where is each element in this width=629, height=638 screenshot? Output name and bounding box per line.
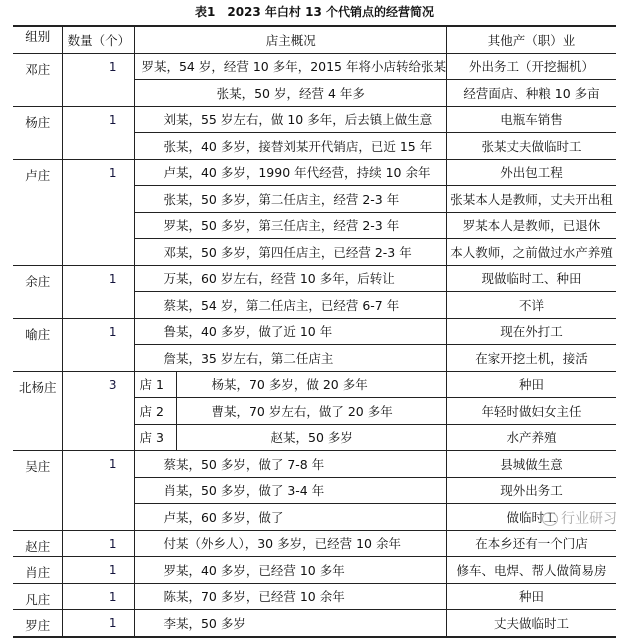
shop-label: 店 2 [135,398,177,425]
other-job: 做临时工 [447,504,617,531]
owner-info: 蔡某，50 多岁，做了 7-8 年 [135,451,447,478]
other-job: 电瓶车销售 [447,106,617,133]
village-name: 北杨庄 [13,371,63,451]
other-job: 本人教师，之前做过水产养殖 [447,239,617,266]
other-job: 罗某本人是教师，已退休 [447,212,617,239]
table-row [13,106,616,133]
other-job: 丈夫做临时工 [447,610,617,637]
shop-label: 店 1 [135,371,177,398]
owner-info: 蔡某，54 岁，第二任店主，已经营 6-7 年 [135,292,447,319]
shop-count: 1 [63,530,135,557]
village-name: 杨庄 [13,106,63,159]
owner-info: 罗某，40 多岁，已经营 10 多年 [135,557,447,584]
other-job: 在本乡还有一个门店 [447,530,617,557]
village-name: 凡庄 [13,583,63,610]
table-row [13,265,616,292]
other-job: 经营面店、种粮 10 多亩 [447,80,617,107]
village-name: 赵庄 [13,530,63,557]
watermark-text: 行业研习 [561,511,617,527]
owner-info: 罗某，54 岁，经营 10 多年，2015 年将小店转给张某 [135,53,447,80]
shop-count: 1 [63,159,135,265]
header-count: 数量（个） [63,26,135,53]
other-job: 年轻时做妇女主任 [447,398,617,425]
owner-info: 肖某，50 多岁，做了 3-4 年 [135,477,447,504]
owner-info: 鲁某，40 多岁，做了近 10 年 [135,318,447,345]
wechat-icon [542,512,558,526]
owner-info: 罗某，50 多岁，第三任店主，经营 2-3 年 [135,212,447,239]
shop-count: 3 [63,371,135,451]
shop-label: 店 3 [135,424,177,451]
shop-count: 1 [63,106,135,159]
other-job: 现做临时工、种田 [447,265,617,292]
table-row [13,583,616,610]
owner-info: 张某，50 岁，经营 4 年多 [135,80,447,107]
table-row [13,530,616,557]
shop-count: 1 [63,583,135,610]
shop-table [13,25,616,638]
table-header-row [13,26,616,53]
owner-info: 李某，50 多岁 [135,610,447,637]
watermark [542,508,617,528]
owner-info: 付某（外乡人），30 多岁，已经营 10 余年 [135,530,447,557]
owner-info: 张某，40 多岁，接替刘某开代销店，已近 15 年 [135,133,447,160]
village-name: 卢庄 [13,159,63,265]
other-job: 外出务工（开挖掘机） [447,53,617,80]
shop-count: 1 [63,557,135,584]
header-owner: 店主概况 [135,26,447,53]
other-job: 现在外打工 [447,318,617,345]
shop-count: 1 [63,53,135,106]
table-row [13,318,616,345]
owner-info: 曹某，70 岁左右，做了 20 多年 [177,398,447,425]
table-row [13,371,616,398]
village-name: 邓庄 [13,53,63,106]
other-job: 现外出务工 [447,477,617,504]
owner-info: 陈某，70 多岁，已经营 10 余年 [135,583,447,610]
owner-info: 张某，50 多岁，第二任店主，经营 2-3 年 [135,186,447,213]
owner-info: 赵某，50 多岁 [177,424,447,451]
table-row [13,557,616,584]
other-job: 水产养殖 [447,424,617,451]
village-name: 肖庄 [13,557,63,584]
village-name: 余庄 [13,265,63,318]
owner-info: 邓某，50 多岁，第四任店主，已经营 2-3 年 [135,239,447,266]
shop-count: 1 [63,265,135,318]
other-job: 在家开挖土机，接活 [447,345,617,372]
other-job: 县城做生意 [447,451,617,478]
shop-count: 1 [63,318,135,371]
other-job: 外出包工程 [447,159,617,186]
other-job: 种田 [447,583,617,610]
other-job: 张某丈夫做临时工 [447,133,617,160]
table-caption: 表1 2023 年白村 13 个代销点的经营简况 [195,5,434,19]
owner-info: 万某，60 岁左右，经营 10 多年，后转让 [135,265,447,292]
other-job: 不详 [447,292,617,319]
owner-info: 刘某，55 岁左右，做 10 多年，后去镇上做生意 [135,106,447,133]
shop-count: 1 [63,610,135,637]
other-job: 张某本人是教师，丈夫开出租 [447,186,617,213]
table-row [13,159,616,186]
owner-info: 卢某，60 多岁，做了 [135,504,447,531]
shop-count: 1 [63,451,135,531]
village-name: 喻庄 [13,318,63,371]
table-row [13,610,616,637]
owner-info: 詹某，35 岁左右，第二任店主 [135,345,447,372]
village-name: 吴庄 [13,451,63,531]
header-job: 其他产（职）业 [447,26,617,53]
table-row [13,451,616,478]
header-group: 组别 [13,26,63,53]
owner-info: 卢某，40 多岁，1990 年代经营，持续 10 余年 [135,159,447,186]
table-row [13,53,616,80]
other-job: 种田 [447,371,617,398]
other-job: 修车、电焊、帮人做简易房 [447,557,617,584]
owner-info: 杨某，70 多岁，做 20 多年 [177,371,447,398]
village-name: 罗庄 [13,610,63,637]
